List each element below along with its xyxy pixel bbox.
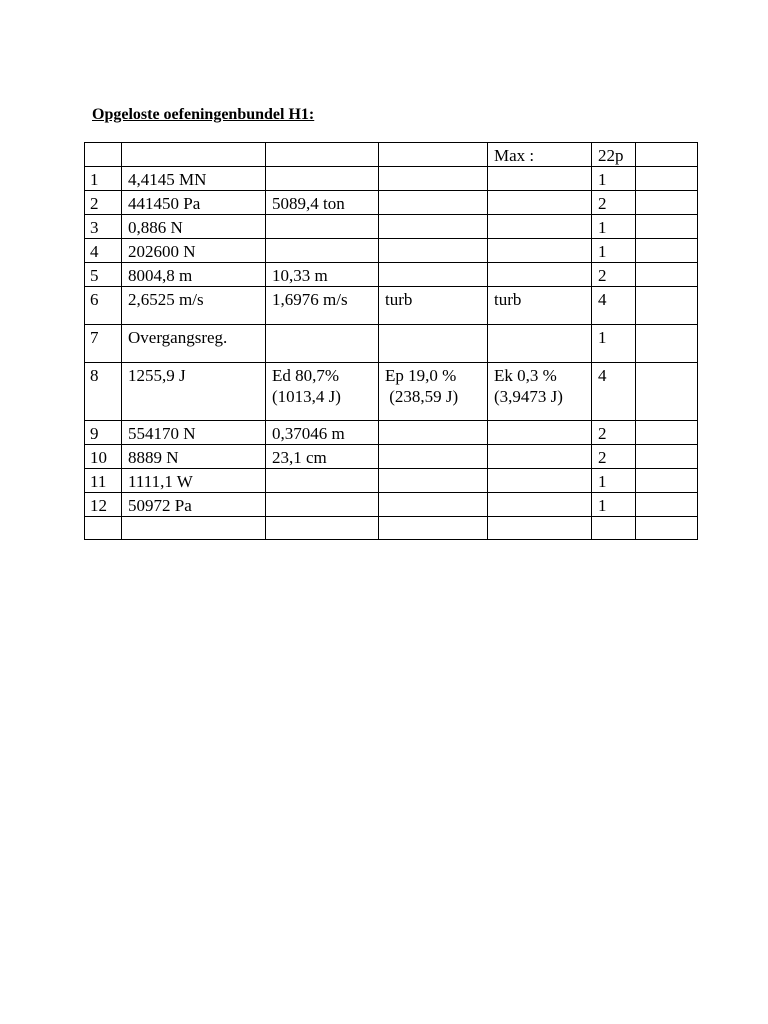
table-row (85, 363, 698, 421)
table-cell (266, 421, 379, 445)
cell-text: 1,6976 m/s (272, 290, 348, 309)
table-cell (592, 287, 636, 325)
table-cell (636, 493, 698, 517)
cell-text: turb (385, 290, 413, 309)
table-cell (379, 167, 488, 191)
table-cell (85, 191, 122, 215)
table-cell (488, 325, 592, 363)
results-table (84, 142, 698, 540)
table-cell (379, 215, 488, 239)
table-row (85, 421, 698, 445)
table-cell (266, 191, 379, 215)
cell-text-second-line: (1013,4 J) (272, 387, 341, 406)
table-cell (122, 445, 266, 469)
cell-text: turb (494, 290, 522, 309)
cell-text: 8889 N (128, 448, 179, 467)
cell-text: Ek 0,3 % (494, 366, 557, 385)
cell-text: Overgangsreg. (128, 328, 228, 347)
cell-text: 1 (598, 218, 607, 237)
table-cell (636, 191, 698, 215)
table-cell (592, 445, 636, 469)
table-cell (379, 421, 488, 445)
table-cell (122, 469, 266, 493)
table-cell (636, 363, 698, 421)
table-cell (266, 167, 379, 191)
table-cell (636, 263, 698, 287)
cell-text: 23,1 cm (272, 448, 327, 467)
table-cell (592, 325, 636, 363)
cell-text: 50972 Pa (128, 496, 192, 515)
header-cell (122, 143, 266, 167)
cell-text: 1 (90, 170, 99, 189)
table-row (85, 445, 698, 469)
header-cell (85, 143, 122, 167)
table-cell (85, 167, 122, 191)
header-total-points: 22p (592, 143, 636, 167)
table-cell (592, 191, 636, 215)
table-cell (122, 239, 266, 263)
table-cell (122, 263, 266, 287)
document-title: Opgeloste oefeningenbundel H1: (92, 106, 315, 123)
table-row (85, 517, 698, 540)
table-row (85, 191, 698, 215)
table-cell (636, 325, 698, 363)
table-row (85, 239, 698, 263)
cell-text: 554170 N (128, 424, 196, 443)
table-cell (379, 263, 488, 287)
table-cell (592, 493, 636, 517)
table-cell (85, 517, 122, 540)
cell-text: 441450 Pa (128, 194, 201, 213)
table-cell (488, 191, 592, 215)
cell-text: 1 (598, 496, 607, 515)
cell-text: 4 (598, 290, 607, 309)
cell-text-second-line: (3,9473 J) (494, 387, 563, 406)
table-cell (85, 287, 122, 325)
cell-text: 4,4145 MN (128, 170, 207, 189)
table-cell (85, 469, 122, 493)
header-cell (379, 143, 488, 167)
table-cell (379, 239, 488, 263)
cell-text: 4 (598, 366, 607, 385)
table-cell (379, 445, 488, 469)
table-cell (85, 215, 122, 239)
header-cell (266, 143, 379, 167)
header-max-label: Max : (488, 143, 592, 167)
cell-text: 1 (598, 472, 607, 491)
table-cell (266, 363, 379, 421)
table-cell (488, 469, 592, 493)
table-row (85, 287, 698, 325)
cell-text: 2 (90, 194, 99, 213)
table-cell (636, 215, 698, 239)
table-cell (379, 191, 488, 215)
table-cell (122, 421, 266, 445)
cell-text: 8004,8 m (128, 266, 193, 285)
table-cell (379, 325, 488, 363)
table-row (85, 469, 698, 493)
table-cell (379, 469, 488, 493)
table-cell (266, 215, 379, 239)
table-row (85, 215, 698, 239)
table-cell (488, 445, 592, 469)
cell-text: 9 (90, 424, 99, 443)
cell-text: 10 (90, 448, 107, 467)
table-cell (379, 287, 488, 325)
table-row (85, 263, 698, 287)
table-cell (266, 469, 379, 493)
table-cell (122, 191, 266, 215)
cell-text: 8 (90, 366, 99, 385)
cell-text: 12 (90, 496, 107, 515)
table-cell (636, 517, 698, 540)
table-cell (266, 445, 379, 469)
table-cell (488, 421, 592, 445)
cell-text: 7 (90, 328, 99, 347)
table-cell (592, 239, 636, 263)
table-cell (488, 215, 592, 239)
cell-text: 2 (598, 424, 607, 443)
table-cell (122, 493, 266, 517)
cell-text: 2 (598, 194, 607, 213)
table-cell (85, 493, 122, 517)
table-cell (379, 517, 488, 540)
table-cell (266, 263, 379, 287)
table-cell (636, 167, 698, 191)
cell-text: 0,37046 m (272, 424, 345, 443)
cell-text: 4 (90, 242, 99, 261)
table-cell (488, 239, 592, 263)
table-cell (488, 167, 592, 191)
cell-text: 202600 N (128, 242, 196, 261)
table-row (85, 493, 698, 517)
cell-text-second-line: (238,59 J) (385, 387, 459, 406)
table-cell (122, 215, 266, 239)
cell-text: 3 (90, 218, 99, 237)
cell-text: 2,6525 m/s (128, 290, 204, 309)
table-cell (122, 325, 266, 363)
header-cell (636, 143, 698, 167)
table-cell (488, 363, 592, 421)
cell-text: 5 (90, 266, 99, 285)
table-cell (636, 469, 698, 493)
table-cell (592, 363, 636, 421)
cell-text: Ep 19,0 % (385, 366, 457, 385)
cell-text: 1111,1 W (128, 472, 193, 491)
cell-text: 2 (598, 448, 607, 467)
table-cell (488, 493, 592, 517)
table-cell (592, 517, 636, 540)
table-cell (636, 421, 698, 445)
cell-text: 1255,9 J (128, 366, 186, 385)
table-cell (592, 263, 636, 287)
cell-text: 2 (598, 266, 607, 285)
table-cell (379, 363, 488, 421)
cell-text: 0,886 N (128, 218, 183, 237)
table-row (85, 325, 698, 363)
table-cell (266, 239, 379, 263)
table-cell (85, 445, 122, 469)
table-cell (488, 517, 592, 540)
table-cell (122, 517, 266, 540)
table-cell (592, 469, 636, 493)
table-header-row (85, 143, 698, 167)
table-row (85, 167, 698, 191)
cell-text: 5089,4 ton (272, 194, 345, 213)
cell-text: 10,33 m (272, 266, 328, 285)
table-cell (266, 493, 379, 517)
table-cell (266, 325, 379, 363)
table-cell (592, 215, 636, 239)
table-cell (379, 493, 488, 517)
table-cell (488, 263, 592, 287)
table-cell (636, 445, 698, 469)
table-cell (266, 287, 379, 325)
table-cell (266, 517, 379, 540)
table-cell (85, 239, 122, 263)
table-cell (636, 239, 698, 263)
table-cell (122, 167, 266, 191)
results-table-body (85, 143, 698, 540)
table-cell (592, 421, 636, 445)
cell-text: 1 (598, 242, 607, 261)
table-cell (85, 363, 122, 421)
cell-text: Ed 80,7% (272, 366, 340, 385)
cell-text: 1 (598, 170, 607, 189)
table-cell (85, 325, 122, 363)
cell-text: 1 (598, 328, 607, 347)
table-cell (488, 287, 592, 325)
table-cell (85, 263, 122, 287)
cell-text: 6 (90, 290, 99, 309)
table-cell (122, 287, 266, 325)
table-cell (85, 421, 122, 445)
table-cell (636, 287, 698, 325)
table-cell (592, 167, 636, 191)
table-cell (122, 363, 266, 421)
cell-text: 11 (90, 472, 107, 491)
